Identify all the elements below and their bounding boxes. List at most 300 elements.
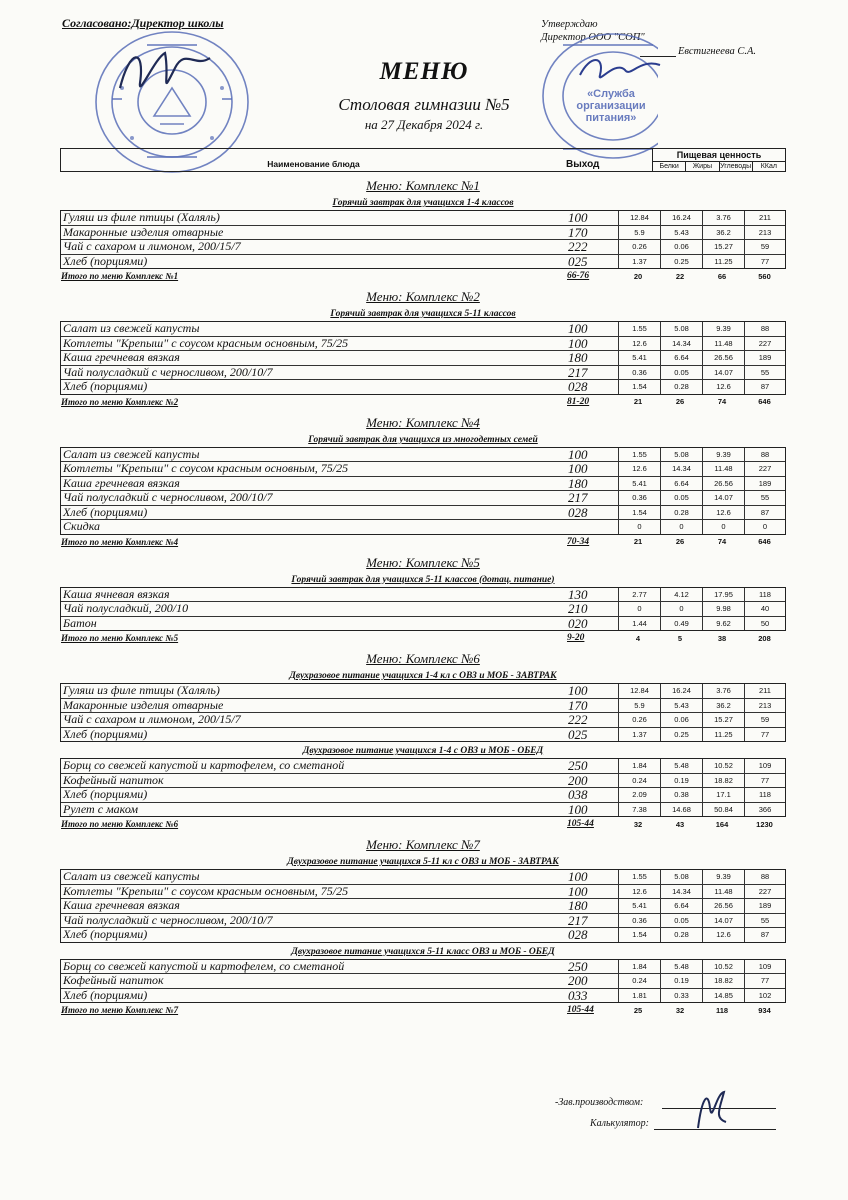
total-fat: 22 xyxy=(675,271,685,281)
total-row xyxy=(60,395,786,409)
total-name: Итого по меню Комплекс №4 xyxy=(61,536,179,547)
total-fat: 26 xyxy=(675,537,685,546)
dish-fat: 5.48 xyxy=(660,960,702,974)
dish-protein: 1.84 xyxy=(618,960,660,974)
seal-line-1: «Служба xyxy=(587,88,635,100)
dish-kcal: 77 xyxy=(744,255,785,269)
page-date: на 27 Декабря 2024 г. xyxy=(364,117,484,132)
table-row xyxy=(61,898,785,913)
dish-name: Хлеб (порциями) xyxy=(63,988,148,1002)
dish-output: 180 xyxy=(568,898,588,913)
header-nutrition xyxy=(652,149,785,171)
total-row xyxy=(60,535,786,549)
dish-output: 100 xyxy=(568,883,588,899)
dish-protein: 2.77 xyxy=(618,588,660,602)
dish-kcal: 109 xyxy=(744,759,785,773)
dish-kcal: 50 xyxy=(744,617,785,631)
total-carbs: 164 xyxy=(715,819,729,829)
total-name: Итого по меню Комплекс №2 xyxy=(61,396,179,407)
dish-kcal: 77 xyxy=(744,974,785,988)
dish-fat: 0.19 xyxy=(660,774,702,788)
calculator-signature xyxy=(690,1088,730,1132)
group-title: Горячий завтрак для учащихся из многодетных семей xyxy=(308,434,538,445)
total-kcal: 646 xyxy=(758,537,771,546)
total-name: Итого по меню Комплекс №7 xyxy=(61,1005,179,1015)
dish-fat: 5.08 xyxy=(660,870,702,884)
dish-name: Котлеты "Крепыш" с соусом красным основным, 75/25 xyxy=(63,336,349,350)
dish-protein: 12.84 xyxy=(618,684,660,698)
dish-protein: 1.54 xyxy=(618,928,660,942)
dish-kcal: 88 xyxy=(744,322,785,336)
dish-output: 028 xyxy=(568,927,588,942)
total-kcal: 1230 xyxy=(756,819,773,829)
complex-title: Меню: Комплекс №6 xyxy=(366,651,480,666)
dish-fat: 0.28 xyxy=(660,380,702,394)
total-output: 66-76 xyxy=(567,271,590,281)
page-subtitle: Столовая гимназии №5 xyxy=(338,95,510,114)
dish-fat: 0.49 xyxy=(660,617,702,631)
menu-table xyxy=(60,148,786,1017)
dish-protein: 0.36 xyxy=(618,491,660,505)
dish-fat: 0.06 xyxy=(660,713,702,727)
dish-carbs: 11.25 xyxy=(702,728,744,742)
dish-protein: 12.84 xyxy=(618,211,660,225)
dish-kcal: 211 xyxy=(744,684,785,698)
dish-fat: 4.12 xyxy=(660,588,702,602)
approved-right-line2: Директор ООО "СОП" xyxy=(541,32,645,43)
total-name: Итого по меню Комплекс №1 xyxy=(61,271,179,281)
table-row xyxy=(61,505,785,520)
group-title: Двухразовое питание учащихся 5-11 кл с ОВЗ и МОБ - ЗАВТРАК xyxy=(287,857,559,867)
dish-fat: 0.05 xyxy=(660,366,702,380)
total-protein: 4 xyxy=(635,633,641,643)
dish-fat: 0.38 xyxy=(660,788,702,802)
complex-section xyxy=(60,289,786,409)
dish-protein: 12.6 xyxy=(618,337,660,351)
dish-fat: 0.19 xyxy=(660,974,702,988)
dish-name: Салат из свежей капусты xyxy=(63,322,200,335)
table-row xyxy=(61,365,785,380)
dish-name: Каша гречневая вязкая xyxy=(63,899,180,912)
dish-carbs: 11.48 xyxy=(702,885,744,899)
dish-fat: 0 xyxy=(660,602,702,616)
dish-output: 028 xyxy=(568,504,588,520)
dish-protein: 1.37 xyxy=(618,255,660,269)
total-protein: 21 xyxy=(633,537,643,546)
dish-output: 100 xyxy=(568,801,588,817)
dish-output: 250 xyxy=(568,758,588,773)
dish-protein: 7.38 xyxy=(618,803,660,817)
group-title: Горячий завтрак для учащихся 1-4 классов xyxy=(332,198,514,208)
total-output: 105-44 xyxy=(567,819,594,829)
dish-protein: 0.24 xyxy=(618,774,660,788)
dish-carbs: 50.84 xyxy=(702,803,744,817)
group-title: Двухразовое питание учащихся 1-4 с ОВЗ и МОБ - ОБЕД xyxy=(302,746,544,756)
dish-kcal: 0 xyxy=(744,520,785,534)
dish-name: Макаронные изделия отварные xyxy=(63,698,224,712)
total-row xyxy=(60,817,786,831)
dish-fat: 5.08 xyxy=(660,322,702,336)
dish-fat: 0.25 xyxy=(660,728,702,742)
table-row xyxy=(61,322,785,336)
dish-kcal: 59 xyxy=(744,240,785,254)
dish-protein: 1.84 xyxy=(618,759,660,773)
dish-carbs: 17.95 xyxy=(702,588,744,602)
dish-kcal: 55 xyxy=(744,366,785,380)
group-title: Двухразовое питание учащихся 5-11 класс ОВЗ и МОБ - ОБЕД xyxy=(291,946,555,957)
dish-output: 250 xyxy=(568,958,588,974)
dish-carbs: 36.2 xyxy=(702,226,744,240)
dish-carbs: 12.6 xyxy=(702,380,744,394)
dish-name: Котлеты "Крепыш" с соусом красным основным, 75/25 xyxy=(63,884,349,898)
table-row xyxy=(61,448,785,462)
table-row xyxy=(61,759,785,773)
dish-protein: 2.09 xyxy=(618,788,660,802)
total-kcal: 208 xyxy=(758,633,771,643)
dish-carbs: 14.07 xyxy=(702,366,744,380)
dish-name: Каша ячневая вязкая xyxy=(63,587,170,601)
total-protein: 21 xyxy=(633,397,643,406)
dish-output: 100 xyxy=(568,683,588,698)
complexes-container xyxy=(60,178,786,1017)
table-row xyxy=(61,490,785,505)
dish-protein: 12.6 xyxy=(618,885,660,899)
total-carbs: 74 xyxy=(717,537,727,546)
dish-output: 180 xyxy=(568,475,588,491)
dish-kcal: 366 xyxy=(744,803,785,817)
dish-protein: 5.9 xyxy=(618,699,660,713)
dish-fat: 16.24 xyxy=(660,684,702,698)
dish-name: Хлеб (порциями) xyxy=(63,727,148,741)
total-row xyxy=(60,269,786,283)
dish-fat: 14.34 xyxy=(660,885,702,899)
table-row xyxy=(61,973,785,988)
total-protein: 20 xyxy=(633,271,643,281)
dish-name: Батон xyxy=(63,616,97,630)
seal-line-3: питания» xyxy=(585,112,637,124)
total-row xyxy=(60,631,786,645)
dish-output: 028 xyxy=(568,379,588,394)
dish-name: Хлеб (порциями) xyxy=(63,928,148,941)
header-col-kcal: ККал xyxy=(752,162,785,171)
total-name: Итого по меню Комплекс №5 xyxy=(61,633,179,643)
table-row xyxy=(61,461,785,476)
dish-carbs: 36.2 xyxy=(702,699,744,713)
dish-carbs: 9.39 xyxy=(702,448,744,462)
dish-output: 100 xyxy=(568,321,588,336)
dish-output: 033 xyxy=(568,987,588,1003)
dish-carbs: 9.39 xyxy=(702,870,744,884)
dish-carbs: 14.07 xyxy=(702,491,744,505)
dish-output: 100 xyxy=(568,461,588,476)
dish-carbs: 10.52 xyxy=(702,960,744,974)
dish-name: Котлеты "Крепыш" с соусом красным основным, 75/25 xyxy=(63,462,349,475)
dish-name: Каша гречневая вязкая xyxy=(63,476,180,490)
dish-name: Кофейный напиток xyxy=(63,974,164,987)
dish-output: 217 xyxy=(568,490,588,505)
dish-output: 100 xyxy=(568,446,588,462)
approved-right-line1: Утверждаю xyxy=(541,19,598,30)
dish-fat: 16.24 xyxy=(660,211,702,225)
dish-protein: 0.26 xyxy=(618,240,660,254)
dish-carbs: 26.56 xyxy=(702,477,744,491)
dish-carbs: 14.07 xyxy=(702,914,744,928)
dish-output: 180 xyxy=(568,350,588,365)
table-row xyxy=(61,239,785,254)
total-kcal: 560 xyxy=(758,271,771,281)
dish-kcal: 227 xyxy=(744,885,785,899)
dish-fat: 0.06 xyxy=(660,240,702,254)
dish-protein: 12.6 xyxy=(618,462,660,476)
dish-kcal: 189 xyxy=(744,899,785,913)
rows-block xyxy=(60,210,786,269)
dish-output: 130 xyxy=(568,586,588,602)
dish-carbs: 15.27 xyxy=(702,240,744,254)
table-row xyxy=(61,927,785,942)
total-output: 105-44 xyxy=(567,1005,594,1015)
dish-kcal: 77 xyxy=(744,774,785,788)
header-col-fat: Жиры xyxy=(685,162,718,171)
dish-carbs: 12.6 xyxy=(702,506,744,520)
dish-name: Гуляш из филе птицы (Халяль) xyxy=(63,211,220,224)
group-title: Двухразовое питание учащихся 1-4 кл с ОВЗ и МОБ - ЗАВТРАК xyxy=(289,671,557,681)
dish-kcal: 118 xyxy=(744,788,785,802)
complex-section xyxy=(60,178,786,283)
dish-output: 100 xyxy=(568,335,588,351)
table-row xyxy=(61,727,785,742)
header-nutrition-title: Пищевая ценность xyxy=(676,150,762,160)
total-carbs: 74 xyxy=(717,397,727,406)
dish-name: Чай с сахаром и лимоном, 200/15/7 xyxy=(63,713,241,726)
dish-kcal: 55 xyxy=(744,491,785,505)
rows-block xyxy=(60,587,786,632)
complex-section xyxy=(60,415,786,549)
dish-protein: 0 xyxy=(618,520,660,534)
total-output: 70-34 xyxy=(567,536,590,547)
dish-carbs: 11.48 xyxy=(702,337,744,351)
dish-name: Чай полусладкий, 200/10 xyxy=(63,602,189,615)
dish-protein: 5.41 xyxy=(618,899,660,913)
dish-name: Чай с сахаром и лимоном, 200/15/7 xyxy=(63,240,241,253)
dish-name: Рулет с маком xyxy=(63,802,139,816)
table-row xyxy=(61,988,785,1003)
dish-output: 217 xyxy=(568,364,588,380)
dish-name: Чай полусладкий с черносливом, 200/10/7 xyxy=(63,913,273,927)
dish-kcal: 102 xyxy=(744,989,785,1003)
dish-protein: 1.81 xyxy=(618,989,660,1003)
seal-line-2: организации xyxy=(576,100,646,112)
table-row xyxy=(61,773,785,788)
table-row xyxy=(61,336,785,351)
dish-protein: 0.36 xyxy=(618,366,660,380)
header-name: Наименование блюда xyxy=(267,159,360,169)
complex-section xyxy=(60,837,786,1017)
approved-left: Согласовано:Директор школы xyxy=(62,16,224,30)
dish-fat: 6.64 xyxy=(660,351,702,365)
dish-fat: 14.68 xyxy=(660,803,702,817)
dish-protein: 1.54 xyxy=(618,506,660,520)
dish-protein: 5.41 xyxy=(618,351,660,365)
total-kcal: 646 xyxy=(758,397,771,406)
dish-kcal: 213 xyxy=(744,699,785,713)
rows-block xyxy=(60,683,786,742)
dish-fat: 14.34 xyxy=(660,337,702,351)
table-row xyxy=(61,787,785,802)
dish-fat: 5.43 xyxy=(660,699,702,713)
dish-kcal: 55 xyxy=(744,914,785,928)
dish-protein: 1.55 xyxy=(618,322,660,336)
dish-protein: 0.36 xyxy=(618,914,660,928)
dish-output: 025 xyxy=(568,253,588,269)
dish-fat: 0.28 xyxy=(660,928,702,942)
table-row xyxy=(61,870,785,884)
dish-name: Борщ со свежей капустой и картофелем, со сметаной xyxy=(63,759,345,772)
total-fat: 26 xyxy=(675,397,685,406)
complex-title: Меню: Комплекс №7 xyxy=(366,837,480,852)
header-nutrition-cols xyxy=(653,161,785,171)
dish-name: Скидка xyxy=(63,520,101,533)
dish-kcal: 213 xyxy=(744,226,785,240)
total-kcal: 934 xyxy=(758,1005,771,1015)
director-name: Евстигнеева С.А. xyxy=(678,46,756,57)
dish-carbs: 15.27 xyxy=(702,713,744,727)
dish-name: Кофейный напиток xyxy=(63,773,164,787)
dish-kcal: 88 xyxy=(744,448,785,462)
dish-output: 038 xyxy=(568,787,588,802)
dish-output: 210 xyxy=(568,601,588,616)
total-carbs: 66 xyxy=(717,271,727,281)
table-row xyxy=(61,698,785,713)
dish-protein: 1.37 xyxy=(618,728,660,742)
dish-carbs: 11.48 xyxy=(702,462,744,476)
total-fat: 43 xyxy=(675,819,685,829)
dish-kcal: 40 xyxy=(744,602,785,616)
dish-kcal: 118 xyxy=(744,588,785,602)
dish-kcal: 189 xyxy=(744,351,785,365)
rows-block xyxy=(60,758,786,817)
table-row xyxy=(61,519,785,534)
dish-name: Чай полусладкий с черносливом, 200/10/7 xyxy=(63,365,273,379)
total-row xyxy=(60,1003,786,1017)
total-output: 9-20 xyxy=(567,633,585,643)
dish-fat: 14.34 xyxy=(660,462,702,476)
dish-name: Салат из свежей капусты xyxy=(63,870,200,883)
dish-protein: 1.55 xyxy=(618,448,660,462)
table-row xyxy=(61,802,785,817)
dish-output xyxy=(566,520,618,534)
table-row xyxy=(61,254,785,269)
dish-fat: 5.48 xyxy=(660,759,702,773)
total-fat: 5 xyxy=(677,633,683,643)
table-row xyxy=(61,601,785,616)
dish-output: 200 xyxy=(568,772,588,788)
dish-kcal: 87 xyxy=(744,380,785,394)
dish-kcal: 87 xyxy=(744,506,785,520)
complex-title: Меню: Комплекс №2 xyxy=(366,289,480,304)
dish-carbs: 12.6 xyxy=(702,928,744,942)
dish-output: 100 xyxy=(568,210,588,225)
dish-protein: 5.41 xyxy=(618,477,660,491)
dish-carbs: 9.62 xyxy=(702,617,744,631)
dish-carbs: 10.52 xyxy=(702,759,744,773)
footer-production-label: -Зав.производством: xyxy=(555,1097,644,1108)
table-header xyxy=(60,148,786,172)
rows-block xyxy=(60,869,786,943)
complex-title: Меню: Комплекс №4 xyxy=(366,414,480,430)
dish-protein: 1.44 xyxy=(618,617,660,631)
dish-output: 100 xyxy=(568,869,588,884)
dish-carbs: 0 xyxy=(702,520,744,534)
dish-name: Хлеб (порциями) xyxy=(63,505,148,519)
dish-fat: 0.05 xyxy=(660,914,702,928)
group-title: Горячий завтрак для учащихся 5-11 классов xyxy=(330,309,516,319)
dish-carbs: 14.85 xyxy=(702,989,744,1003)
dish-fat: 6.64 xyxy=(660,899,702,913)
dish-output: 170 xyxy=(568,224,588,240)
dish-kcal: 59 xyxy=(744,713,785,727)
total-name: Итого по меню Комплекс №6 xyxy=(61,819,179,829)
rows-block xyxy=(60,959,786,1004)
dish-protein: 1.54 xyxy=(618,380,660,394)
dish-protein: 1.55 xyxy=(618,870,660,884)
dish-kcal: 87 xyxy=(744,928,785,942)
dish-protein: 0 xyxy=(618,602,660,616)
dish-name: Хлеб (порциями) xyxy=(63,788,148,801)
dish-carbs: 3.76 xyxy=(702,211,744,225)
table-row xyxy=(61,588,785,602)
total-carbs: 38 xyxy=(717,633,727,643)
dish-carbs: 18.82 xyxy=(702,974,744,988)
dish-kcal: 211 xyxy=(744,211,785,225)
dish-fat: 0 xyxy=(660,520,702,534)
dish-output: 020 xyxy=(568,615,588,631)
dish-output: 025 xyxy=(568,726,588,742)
dish-name: Салат из свежей капусты xyxy=(63,447,200,461)
table-row xyxy=(61,960,785,974)
dish-fat: 5.08 xyxy=(660,448,702,462)
table-row xyxy=(61,476,785,491)
rows-block xyxy=(60,321,786,395)
complex-section xyxy=(60,555,786,646)
header-output: Выход xyxy=(566,158,600,170)
table-row xyxy=(61,350,785,365)
table-row xyxy=(61,225,785,240)
table-row xyxy=(61,913,785,928)
page-title: МЕНЮ xyxy=(379,58,469,85)
dish-name: Макаронные изделия отварные xyxy=(63,225,224,239)
dish-fat: 5.43 xyxy=(660,226,702,240)
dish-carbs: 9.98 xyxy=(702,602,744,616)
dish-fat: 0.05 xyxy=(660,491,702,505)
total-output: 81-20 xyxy=(567,396,590,407)
dish-name: Каша гречневая вязкая xyxy=(63,351,180,364)
dish-carbs: 17.1 xyxy=(702,788,744,802)
complex-title: Меню: Комплекс №1 xyxy=(366,178,480,193)
rows-block xyxy=(60,447,786,535)
table-row xyxy=(61,211,785,225)
dish-carbs: 3.76 xyxy=(702,684,744,698)
complex-title: Меню: Комплекс №5 xyxy=(366,554,480,570)
dish-kcal: 109 xyxy=(744,960,785,974)
dish-name: Чай полусладкий с черносливом, 200/10/7 xyxy=(63,491,273,504)
dish-kcal: 227 xyxy=(744,337,785,351)
dish-fat: 0.28 xyxy=(660,506,702,520)
dish-fat: 0.25 xyxy=(660,255,702,269)
dish-carbs: 26.56 xyxy=(702,899,744,913)
dish-output: 222 xyxy=(568,712,588,727)
complex-section xyxy=(60,651,786,831)
total-carbs: 118 xyxy=(715,1005,729,1015)
